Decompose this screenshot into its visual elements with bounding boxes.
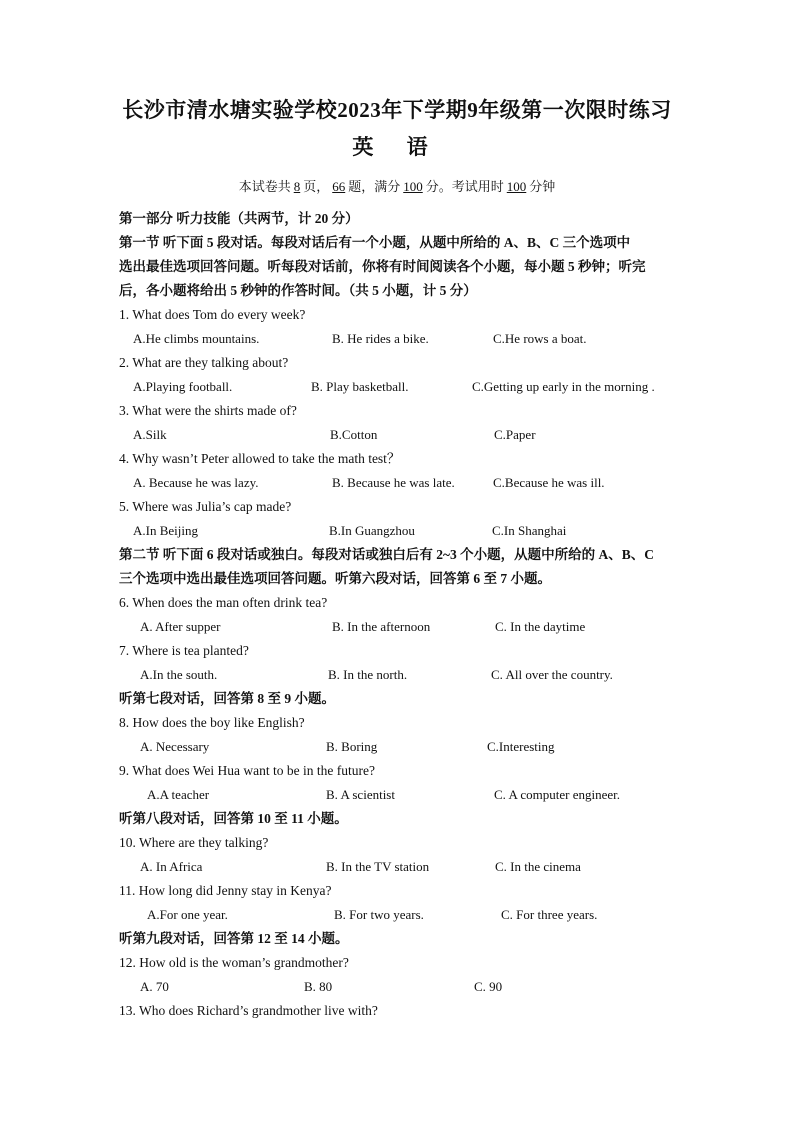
info-prefix: 本试卷共 [238, 179, 291, 194]
q7-option-b: B. In the north. [328, 667, 408, 682]
q5-option-c: C.In Shanghai [492, 523, 567, 538]
q11-option-c: C. For three years. [501, 907, 598, 922]
full-score: 100 [403, 179, 423, 194]
q9-option-a: A.A teacher [147, 787, 210, 802]
q3-option-c: C.Paper [494, 427, 536, 442]
section2-instruction-dialog9: 听第九段对话，回答第 12 至 14 小题。 [119, 931, 349, 946]
q6-option-a: A. After supper [140, 619, 221, 634]
info-mid3: 分。考试用时 [425, 179, 504, 194]
question-2: 2. What are they talking about? [119, 355, 289, 370]
section2-instruction-dialog8: 听第八段对话，回答第 10 至 11 小题。 [119, 811, 348, 826]
q12-option-b: B. 80 [304, 979, 333, 994]
q11-option-a: A.For one year. [147, 907, 228, 922]
q1-option-c: C.He rows a boat. [493, 331, 587, 346]
section1-instruction-1: 第一节 听下面 5 段对话。每段对话后有一个小题，从题中所给的 A、B、C 三个选项中 [119, 235, 631, 250]
question-3: 3. What were the shirts made of? [119, 403, 297, 418]
section2-instruction-1: 第二节 听下面 6 段对话或独白。每段对话或独白后有 2~3 个小题，从题中所给的 A、B、C [119, 547, 655, 562]
q3-option-b: B.Cotton [330, 427, 378, 442]
info-mid2: 题，满分 [348, 179, 401, 194]
q7-option-c: C. All over the country. [491, 667, 613, 682]
exam-info [0, 176, 794, 195]
q5-option-b: B.In Guangzhou [329, 523, 415, 538]
question-5: 5. Where was Julia’s cap made? [119, 499, 292, 514]
question-count: 66 [332, 179, 346, 194]
q6-option-c: C. In the daytime [495, 619, 586, 634]
q8-option-a: A. Necessary [140, 739, 210, 754]
question-10: 10. Where are they talking? [119, 835, 269, 850]
question-8: 8. How does the boy like English? [119, 715, 305, 730]
q5-option-a: A.In Beijing [133, 523, 198, 538]
q2-option-c: C.Getting up early in the morning . [472, 379, 655, 394]
q4-option-c: C.Because he was ill. [493, 475, 605, 490]
section2-instruction-2: 三个选项中选出最佳选项回答问题。听第六段对话，回答第 6 至 7 小题。 [119, 571, 551, 586]
part-heading: 第一部分 听力技能（共两节，计 20 分） [119, 211, 359, 226]
q2-option-b: B. Play basketball. [311, 379, 409, 394]
info-suffix: 分钟 [529, 179, 556, 194]
question-4: 4. Why wasn’t Peter allowed to take the math test？ [119, 451, 401, 466]
section1-instruction-3: 后，各小题将给出 5 秒钟的作答时间。（共 5 小题，计 5 分） [119, 283, 477, 298]
page-count: 8 [293, 179, 301, 194]
info-mid1: 页， [303, 179, 330, 194]
q10-option-c: C. In the cinema [495, 859, 581, 874]
q6-option-b: B. In the afternoon [332, 619, 431, 634]
subject-title: 英 语 [352, 135, 442, 159]
q4-option-b: B. Because he was late. [332, 475, 455, 490]
q4-option-a: A. Because he was lazy. [133, 475, 259, 490]
question-7: 7. Where is tea planted? [119, 643, 249, 658]
section1-instruction-2: 选出最佳选项回答问题。听每段对话前，你将有时间阅读各个小题，每小题 5 秒钟；听完 [119, 259, 646, 274]
question-1: 1. What does Tom do every week? [119, 307, 306, 322]
exam-time: 100 [506, 179, 527, 194]
section2-instruction-dialog7: 听第七段对话，回答第 8 至 9 小题。 [119, 691, 335, 706]
q3-option-a: A.Silk [133, 427, 167, 442]
question-6: 6. When does the man often drink tea? [119, 595, 328, 610]
question-13: 13. Who does Richard’s grandmother live with? [119, 1003, 378, 1018]
q1-option-a: A.He climbs mountains. [133, 331, 260, 346]
exam-title: 长沙市清水塘实验学校2023年下学期9年级第一次限时练习 [122, 98, 672, 122]
q9-option-c: C. A computer engineer. [494, 787, 621, 802]
q8-option-b: B. Boring [326, 739, 378, 754]
q10-option-a: A. In Africa [140, 859, 203, 874]
question-11: 11. How long did Jenny stay in Kenya? [119, 883, 332, 898]
q10-option-b: B. In the TV station [326, 859, 430, 874]
question-12: 12. How old is the woman’s grandmother? [119, 955, 349, 970]
q2-option-a: A.Playing football. [133, 379, 233, 394]
q12-option-a: A. 70 [140, 979, 169, 994]
q8-option-c: C.Interesting [487, 739, 555, 754]
q12-option-c: C. 90 [474, 979, 503, 994]
q1-option-b: B. He rides a bike. [332, 331, 429, 346]
q9-option-b: B. A scientist [326, 787, 395, 802]
q11-option-b: B. For two years. [334, 907, 424, 922]
question-9: 9. What does Wei Hua want to be in the future? [119, 763, 375, 778]
q7-option-a: A.In the south. [140, 667, 218, 682]
